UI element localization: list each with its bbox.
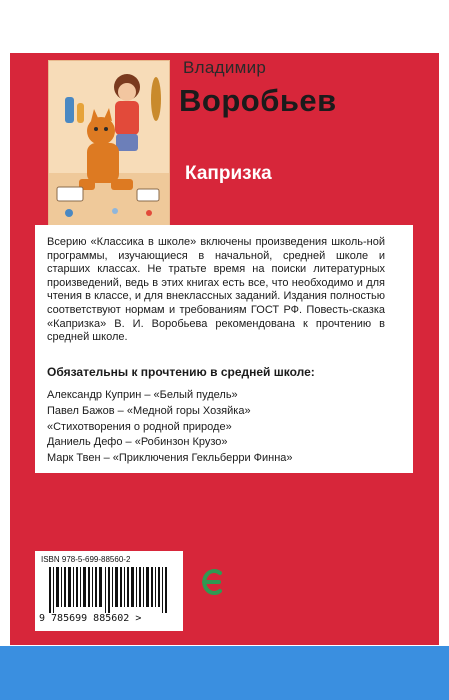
bottom-blue-band [0, 646, 449, 700]
back-cover [10, 10, 439, 645]
barcode-box [35, 551, 183, 631]
list-item: Александр Куприн – «Белый пудель» [47, 389, 238, 401]
reading-list-heading: Обязательны к прочтению в средней школе: [47, 365, 315, 379]
isbn-label: ISBN 978-5-699-88560-2 [41, 555, 131, 564]
list-item: «Стихотворения о родной природе» [47, 420, 232, 433]
top-white-area [10, 10, 439, 53]
list-item: Марк Твен – «Приключения Гекльберри Финна» [47, 452, 293, 465]
book-title: Капризка [185, 163, 272, 184]
cover-illustration [48, 60, 170, 226]
reading-list [47, 388, 293, 467]
description-panel [35, 225, 413, 473]
barcode-digits: 9 785699 885602 > [39, 613, 142, 624]
barcode-icon [49, 567, 173, 613]
children-book-illustration-icon [49, 61, 169, 225]
author-first-name: Владимир [183, 58, 267, 77]
series-description: Всерию «Классика в школе» включены произведения школь-ной программы, изучающиеся в начальной, средней школе и старших классах. Не тратьте время на поиски литературных произведений, ведь в этих книгах есть все, что необходимо и для чтения в классе, и для внеклассных заданий. Издания полностью соответствуют нормам и требованиям ГОСТ РФ. Повесть-сказка «Капризка» В. И. Воробьева рекомендована к прочтению в средней школе. [47, 236, 385, 344]
list-item: Павел Бажов – «Медной горы Хозяйка» [47, 404, 251, 417]
author-last-name: Воробьев [179, 83, 337, 118]
eksmo-logo-icon [198, 564, 224, 600]
list-item: Даниель Дефо – «Робинзон Крузо» [47, 436, 228, 449]
